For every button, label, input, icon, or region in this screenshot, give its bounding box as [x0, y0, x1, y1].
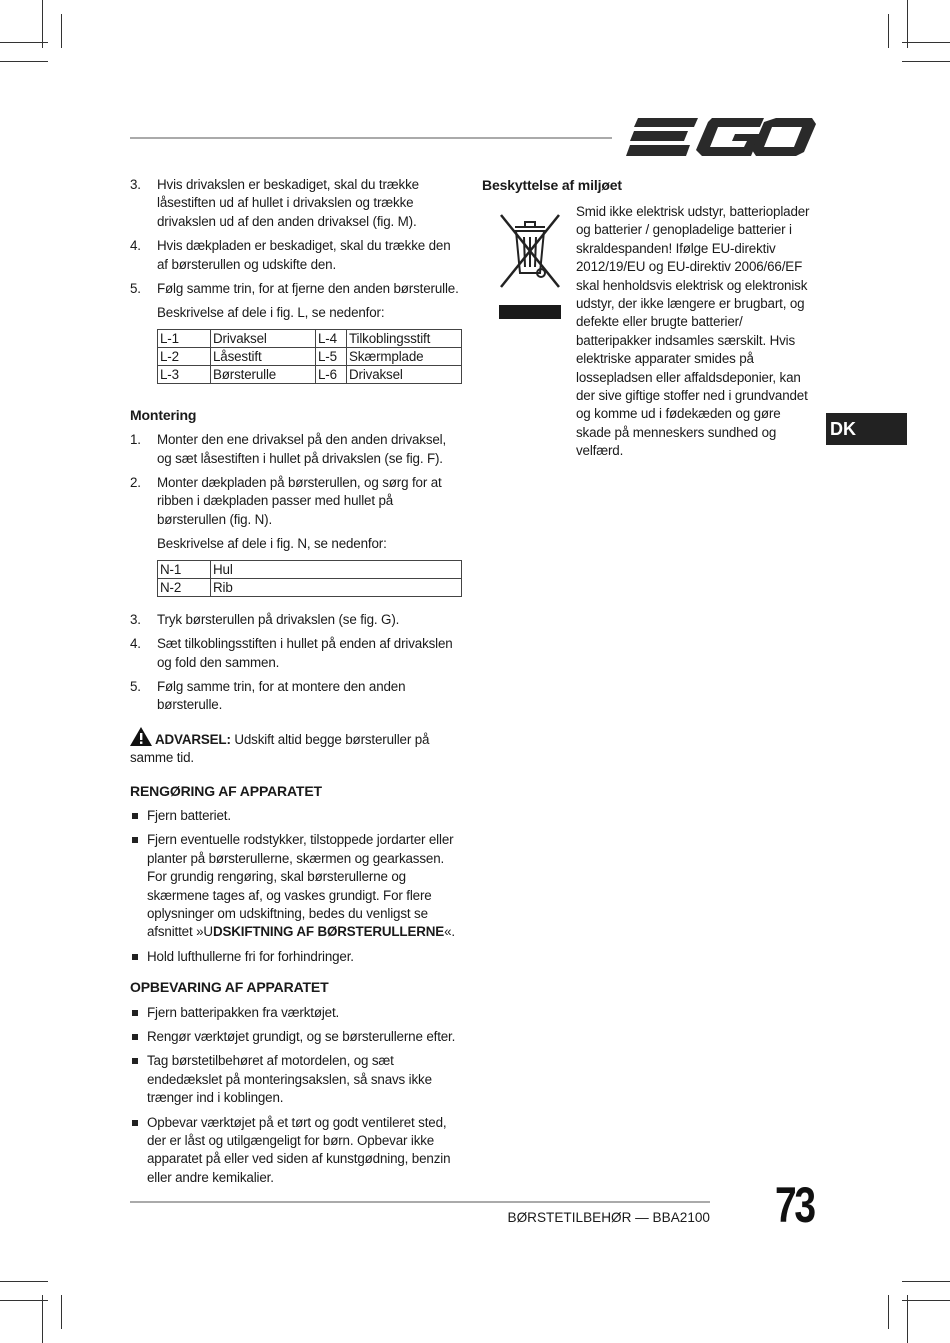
bullet-icon	[132, 1034, 138, 1040]
table-cell: Rib	[211, 578, 462, 596]
list-item	[130, 1114, 464, 1188]
warning-text: Udskift altid begge børsteruller på samme tid.	[130, 731, 430, 766]
warning-label: ADVARSEL:	[155, 731, 231, 747]
table-cell: L-6	[316, 365, 347, 383]
list-item-number: 1.	[130, 432, 141, 448]
crop-mark	[902, 42, 950, 43]
table-cell: Låsestift	[211, 347, 316, 365]
assembly-steps-b	[130, 611, 464, 715]
list-item-number: 4.	[130, 238, 141, 254]
list-item	[130, 1004, 464, 1022]
crop-mark	[0, 1281, 48, 1282]
list-item	[130, 1052, 464, 1107]
crop-mark	[61, 1295, 62, 1329]
table-row	[158, 347, 462, 365]
bullet-icon	[132, 1010, 138, 1016]
bullet-icon	[132, 813, 138, 819]
crop-mark	[902, 1281, 950, 1282]
table-cell: L-5	[316, 347, 347, 365]
list-item	[130, 635, 464, 672]
crop-mark	[0, 61, 48, 62]
table-row	[158, 578, 462, 596]
parts-table-l	[157, 329, 462, 384]
list-item-text: Fjern eventuelle rodstykker, tilstoppede jordarter eller planter på børsterullerne, skærmen og gearkassen. For grundig rengøring, skal børsterullerne og skærmene tages af, og vaskes grundigt. For flere oplysninger om udskiftning, bedes du venligst se afsnittet »U	[147, 832, 454, 940]
environment-heading: Beskyttelse af miljøet	[482, 177, 622, 193]
list-item-text: «.	[444, 924, 455, 940]
bullet-icon	[132, 954, 138, 960]
crop-mark	[42, 1295, 43, 1343]
header-rule	[130, 137, 612, 139]
table-n-caption: Beskrivelse af dele i fig. N, se nedenfor:	[157, 536, 387, 552]
crop-mark	[0, 42, 48, 43]
language-tab: DK	[826, 413, 907, 445]
cross-reference: DSKIFTNING AF BØRSTERULLERNE	[212, 924, 445, 940]
list-item	[130, 1028, 464, 1046]
table-cell: L-1	[158, 329, 211, 347]
list-item-number: 3.	[130, 611, 141, 627]
left-column	[130, 176, 464, 1193]
footer-rule	[130, 1201, 710, 1203]
ego-logo	[626, 114, 816, 160]
environment-text: Smid ikke elektrisk udstyr, batterioplader og batterier / genopladelige batterier i skraldespanden! Ifølge EU-direktiv 2012/19/EU og EU-direktiv 2006/66/EF skal henholdsvis elektrisk og elektronisk udstyr, der ikke længere er brugbart, og defekte eller brugte batterier/ batteripakker indsamles særskilt. Hvis elektriske apparater smides på lossepladsen eller affaldsdeponier, kan der sive giftige stoffer ned i grundvandet og komme ud i fødekæden og gøre skade på menneskers sundhed og velfærd.	[576, 204, 810, 459]
list-item-text: Fjern batteriet.	[147, 807, 231, 823]
list-item	[130, 474, 464, 529]
table-cell: Drivaksel	[347, 365, 462, 383]
crop-mark	[0, 1300, 48, 1301]
table-cell: L-4	[316, 329, 347, 347]
bullet-icon	[132, 1120, 138, 1126]
list-item-text: Opbevar værktøjet på et tørt og godt ventileret sted, der er låst og utilgængeligt for børn. Opbevar ikke apparatet på eller ved siden af kunstgødning, benzin eller andre kemikalier.	[147, 1114, 451, 1185]
crop-mark	[888, 1295, 889, 1329]
table-cell: L-2	[158, 347, 211, 365]
list-item-text: Hvis dækpladen er beskadiget, skal du trække den af børsterullen og udskifte den.	[157, 238, 451, 272]
list-item	[130, 280, 464, 298]
list-item-text: Fjern batteripakken fra værktøjet.	[147, 1004, 340, 1020]
table-row	[158, 560, 462, 578]
list-item-text: Sæt tilkoblingsstiften i hullet på enden af drivakslen og fold den sammen.	[157, 636, 453, 670]
list-item-text: Tag børstetilbehøret af motordelen, og sæt endedækslet på monteringsakslen, så snavs ikke trænger ind i koblingen.	[147, 1053, 432, 1106]
crop-mark	[902, 61, 950, 62]
table-cell: N-2	[158, 578, 211, 596]
list-item-text: Monter den ene drivaksel på den anden drivaksel, og sæt låsestiften i hullet på drivakslen (se fig. F).	[157, 432, 447, 466]
table-cell: Hul	[211, 560, 462, 578]
crop-mark	[42, 0, 43, 48]
warning	[130, 727, 464, 768]
storage-list	[130, 1004, 464, 1188]
list-item	[130, 948, 464, 966]
table-row	[158, 329, 462, 347]
list-item-text: Monter dækpladen på børsterullen, og sørg for at ribben i dækpladen passer med hullet på børsterullen (fig. N).	[157, 475, 442, 527]
list-item-text: Følg samme trin, for at fjerne den anden børsterulle.	[157, 281, 459, 297]
montering-heading: Montering	[130, 406, 197, 423]
removal-steps	[130, 176, 464, 298]
list-item-number: 4.	[130, 636, 141, 652]
list-item-number: 3.	[130, 177, 141, 192]
crossed-bin-icon	[497, 205, 563, 321]
cleaning-heading: RENGØRING AF APPARATET	[130, 782, 322, 799]
list-item-number: 2.	[130, 475, 141, 491]
list-item-text: Tryk børsterullen på drivakslen (se fig. G).	[157, 611, 400, 627]
bullet-icon	[132, 837, 138, 843]
list-item	[130, 807, 464, 825]
table-cell: N-1	[158, 560, 211, 578]
list-item	[130, 237, 464, 274]
list-item-text: Hvis drivakslen er beskadiget, skal du trække låsestiften ud af hullet i drivakslen og trække drivakslen ud af den anden drivaksel (fig. M).	[157, 177, 419, 229]
list-item-text: Hold lufthullerne fri for forhindringer.	[147, 948, 354, 964]
list-item-number: 5.	[130, 281, 141, 297]
bullet-icon	[132, 1058, 138, 1064]
list-item-text: Rengør værktøjet grundigt, og se børsterullerne efter.	[147, 1029, 456, 1044]
table-row	[158, 365, 462, 383]
crop-mark	[902, 1300, 950, 1301]
list-item-number: 5.	[130, 678, 141, 694]
list-item	[130, 678, 464, 715]
table-cell: Drivaksel	[211, 329, 316, 347]
list-item	[130, 176, 464, 231]
table-cell: L-3	[158, 365, 211, 383]
list-item	[130, 611, 464, 629]
assembly-steps-a	[130, 431, 464, 529]
list-item	[130, 431, 464, 468]
crop-mark	[888, 14, 889, 48]
table-cell: Tilkoblingsstift	[347, 329, 462, 347]
table-l-caption: Beskrivelse af dele i fig. L, se nedenfor:	[157, 305, 385, 321]
table-cell: Skærmplade	[347, 347, 462, 365]
crop-mark	[61, 14, 62, 48]
right-column	[482, 176, 816, 201]
list-item-text: Følg samme trin, for at montere den anden børsterulle.	[157, 678, 406, 713]
warning-icon	[130, 727, 152, 746]
crop-mark	[907, 0, 908, 48]
page-number: 73	[775, 1177, 814, 1233]
table-cell: Børsterulle	[211, 365, 316, 383]
parts-table-n	[157, 560, 462, 597]
list-item	[130, 831, 464, 941]
crop-mark	[907, 1295, 908, 1343]
footer-text: BØRSTETILBEHØR — BBA2100	[507, 1210, 710, 1225]
storage-heading: OPBEVARING AF APPARATET	[130, 979, 329, 996]
